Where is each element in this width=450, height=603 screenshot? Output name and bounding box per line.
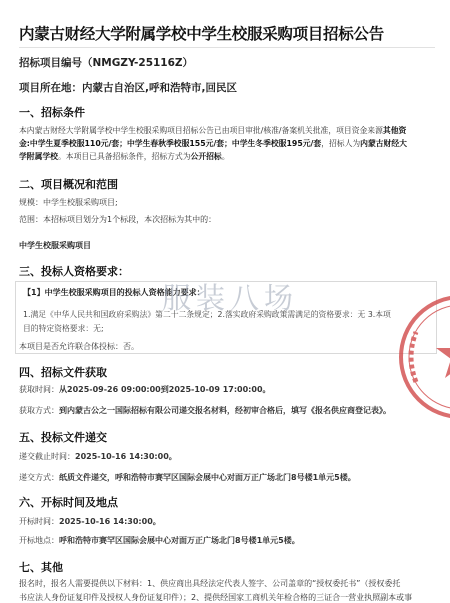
qualification-line-1: 1.满足《中华人民共和国政府采购法》第二十二条规定；2.落实政府采购政策需满足的资格要求：无 3.本项 — [23, 310, 391, 319]
project-location: 项目所在地：内蒙古自治区,呼和浩特市,回民区 — [19, 82, 237, 94]
section-heading-overview: 二、项目概况和范围 — [19, 178, 118, 191]
opening-place: 开标地点：呼和浩特市赛罕区国际会展中心对面万正广场北门8号楼1单元5楼。 — [19, 536, 300, 545]
section-heading-documents: 四、招标文件获取 — [19, 366, 107, 379]
seal-lettering-mark — [411, 332, 416, 382]
title-divider — [19, 47, 435, 48]
seal-star-icon — [436, 330, 450, 378]
other-line-2: 书应法人身份证复印件及授权人身份证复印件）；2、提供经国家工商机关年检合格的三证合一营业执照副本或事 — [19, 593, 413, 602]
section-heading-qualifications: 三、投标人资格要求： — [19, 265, 129, 278]
document-time: 获取时间：从2025-09-26 09:00:00到2025-10-09 17:00:00。 — [19, 385, 271, 394]
project-number: 招标项目编号（NMGZY-25116Z） — [19, 57, 194, 69]
section-heading-other: 七、其他 — [19, 561, 63, 574]
qualification-line-2: 目的特定资格要求：无; — [23, 324, 104, 333]
qualification-box-heading: 【1】中学生校服采购项目的投标人资格能力要求： — [23, 288, 205, 297]
official-seal-stamp — [396, 292, 450, 422]
section-heading-conditions: 一、招标条件 — [19, 106, 85, 119]
lot-name: 中学生校服采购项目 — [19, 241, 91, 250]
section-heading-opening: 六、开标时间及地点 — [19, 496, 118, 509]
consortium-note: 本项目是否允许联合体投标：否。 — [19, 342, 139, 351]
conditions-paragraph: 本内蒙古财经大学附属学校中学生校服采购项目招标公告已由项目审批/核准/备案机关批准，项目资金来源其他资 金:中学生夏季校服110元/套；中学生春秋季校服155元/套；中学生冬季校服195元/套，招标人为内蒙古财经大 学附属学校。本项目已具备招标条件，招标方式为公开招标。 — [19, 126, 407, 162]
other-line-1: 报名时，报名人需要提供以下材料：1、供应商出具经法定代表人签字、公司盖章的“授权委托书”（授权委托 — [19, 579, 401, 588]
opening-time: 开标时间：2025-10-16 14:30:00。 — [19, 517, 161, 526]
submission-method: 递交方式：纸质文件递交，呼和浩特市赛罕区国际会展中心对面万正广场北门8号楼1单元5楼。 — [19, 473, 356, 482]
seal-outer-ring — [401, 297, 450, 417]
document-method: 获取方式：到内蒙古公之一国际招标有限公司递交报名材料，经初审合格后，填写《报名供应商登记表》。 — [19, 406, 391, 415]
section-heading-submission: 五、投标文件递交 — [19, 431, 107, 444]
submission-deadline: 递交截止时间：2025-10-16 14:30:00。 — [19, 452, 177, 461]
watermark-text: 服装八场 — [162, 281, 299, 315]
page-title: 内蒙古财经大学附属学校中学生校服采购项目招标公告 — [19, 25, 384, 43]
project-scale: 规模：中学生校服采购项目; — [19, 198, 118, 207]
project-scope: 范围：本招标项目划分为1个标段，本次招标为其中的： — [19, 215, 217, 224]
